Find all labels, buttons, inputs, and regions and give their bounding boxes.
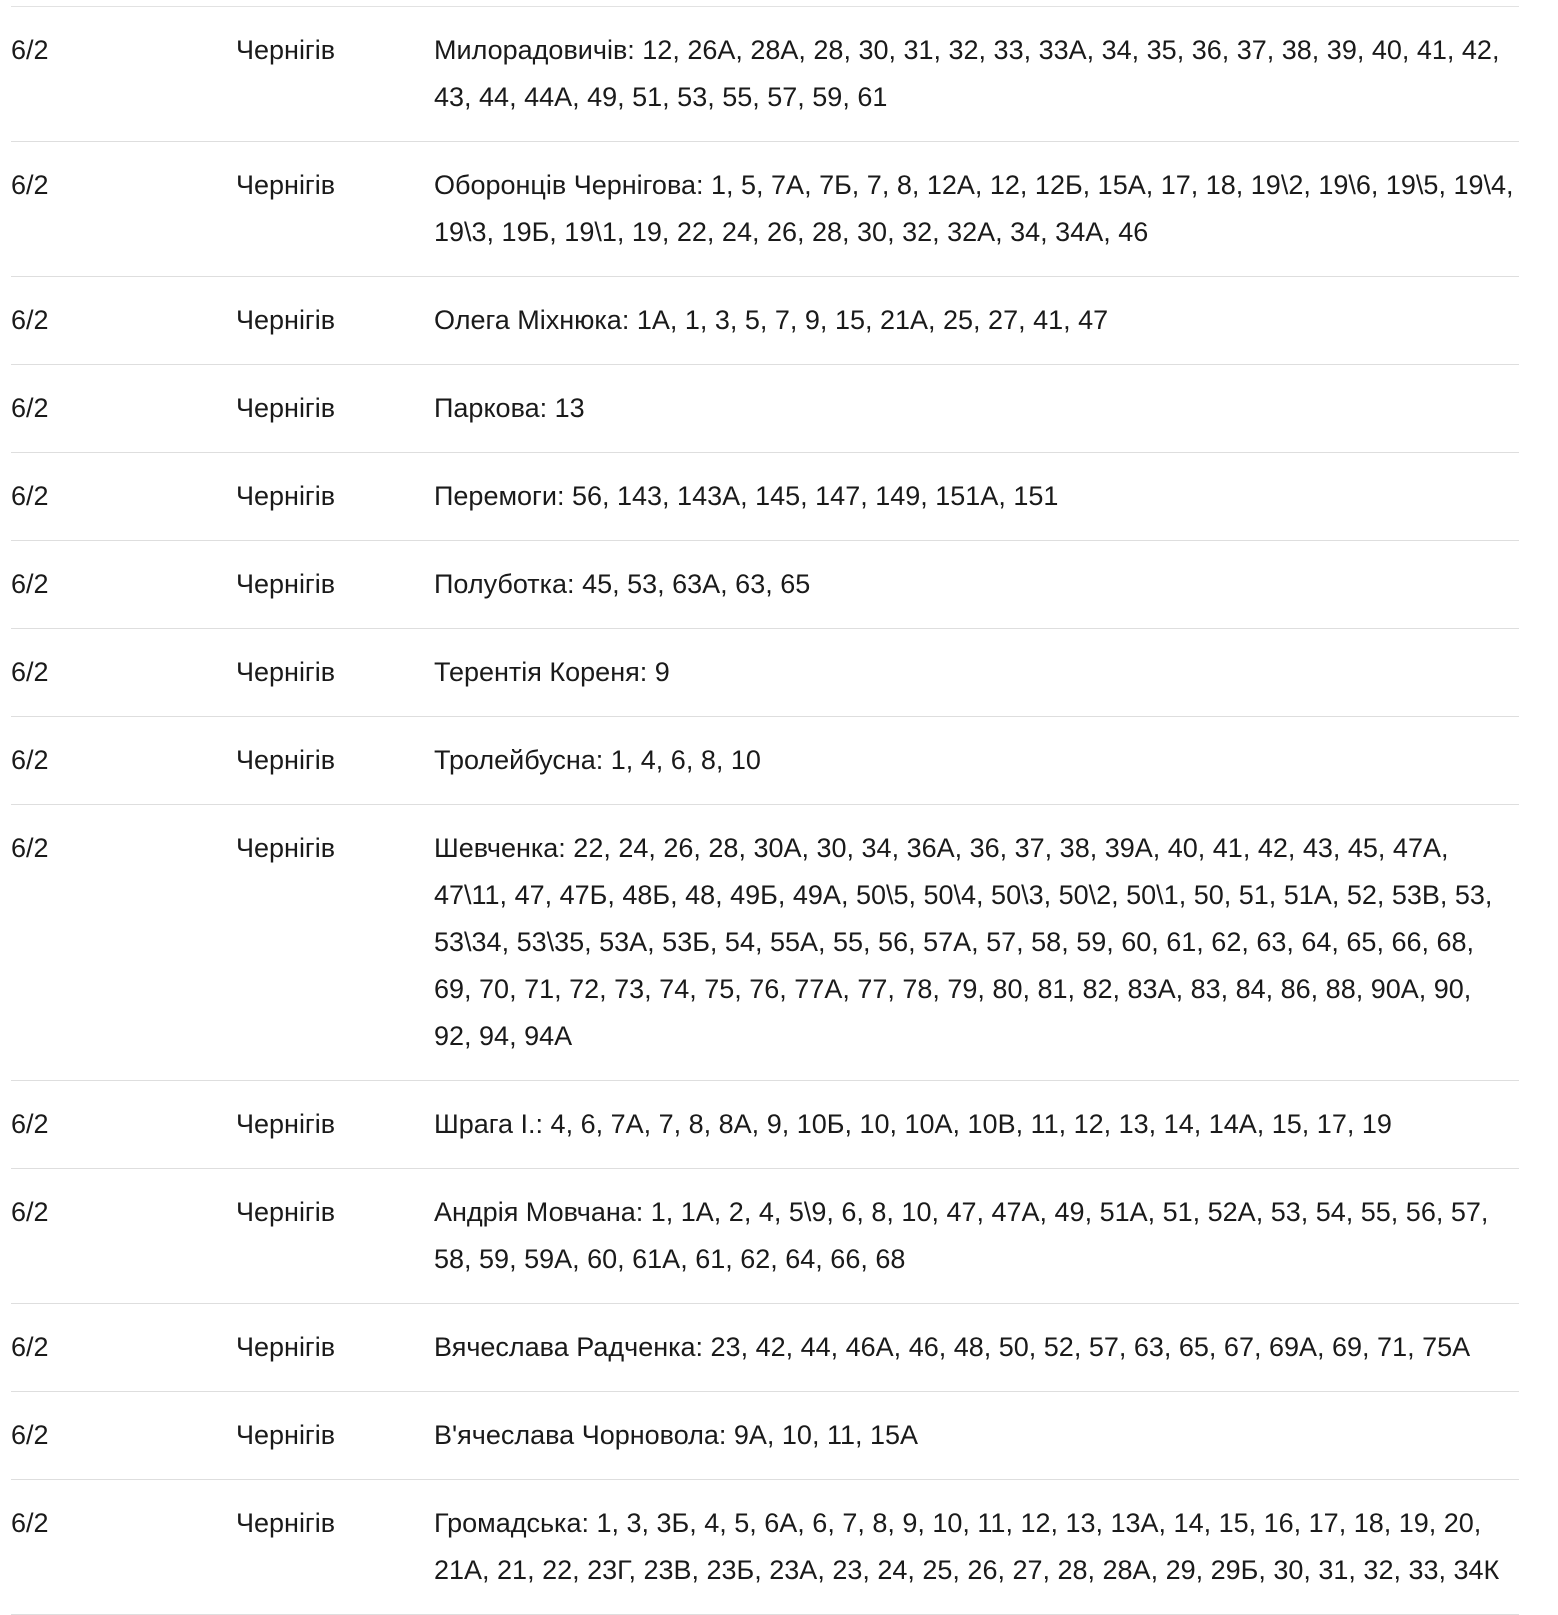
addresses-cell: Тролейбусна: 1, 4, 6, 8, 10 — [434, 745, 761, 775]
addresses-cell: В'ячеслава Чорновола: 9А, 10, 11, 15А — [434, 1420, 919, 1450]
queue-cell: 6/2 — [11, 170, 49, 200]
outage-schedule-table — [11, 6, 1519, 1615]
table-row — [11, 717, 1519, 805]
addresses-cell: Терентія Кореня: 9 — [434, 657, 670, 687]
city-cell: Чернігів — [236, 481, 336, 511]
city-cell: Чернігів — [236, 833, 336, 863]
table-row — [11, 629, 1519, 717]
table-row — [11, 1392, 1519, 1480]
table-row — [11, 541, 1519, 629]
table-row — [11, 7, 1519, 142]
queue-cell: 6/2 — [11, 833, 49, 863]
city-cell: Чернігів — [236, 1109, 336, 1139]
city-cell: Чернігів — [236, 305, 336, 335]
addresses-cell: Громадська: 1, 3, 3Б, 4, 5, 6А, 6, 7, 8, 9, 10, 11, 12, 13, 13А, 14, 15, 16, 17, 18, 19, 20, 21А, 21, 22, 23Г, 23В, 23Б, 23А, 23, 24, 25, 26, 27, 28, 28А, 29, 29Б, 30, 31, 32, 33, 34К — [434, 1508, 1500, 1585]
city-cell: Чернігів — [236, 657, 336, 687]
queue-cell: 6/2 — [11, 657, 49, 687]
city-cell: Чернігів — [236, 569, 336, 599]
city-cell: Чернігів — [236, 170, 336, 200]
queue-cell: 6/2 — [11, 745, 49, 775]
city-cell: Чернігів — [236, 745, 336, 775]
addresses-cell: Шрага І.: 4, 6, 7А, 7, 8, 8А, 9, 10Б, 10, 10А, 10В, 11, 12, 13, 14, 14А, 15, 17, 19 — [434, 1109, 1392, 1139]
table-row — [11, 365, 1519, 453]
addresses-cell: Олега Міхнюка: 1А, 1, 3, 5, 7, 9, 15, 21А, 25, 27, 41, 47 — [434, 305, 1109, 335]
queue-cell: 6/2 — [11, 1420, 49, 1450]
queue-cell: 6/2 — [11, 1332, 49, 1362]
table-row — [11, 142, 1519, 277]
city-cell: Чернігів — [236, 393, 336, 423]
addresses-cell: Полуботка: 45, 53, 63А, 63, 65 — [434, 569, 811, 599]
city-cell: Чернігів — [236, 1420, 336, 1450]
queue-cell: 6/2 — [11, 35, 49, 65]
city-cell: Чернігів — [236, 1332, 336, 1362]
city-cell: Чернігів — [236, 35, 336, 65]
queue-cell: 6/2 — [11, 305, 49, 335]
table-row — [11, 453, 1519, 541]
addresses-cell: Перемоги: 56, 143, 143А, 145, 147, 149, 151А, 151 — [434, 481, 1059, 511]
addresses-cell: Паркова: 13 — [434, 393, 585, 423]
queue-cell: 6/2 — [11, 1508, 49, 1538]
addresses-cell: Андрія Мовчана: 1, 1А, 2, 4, 5\9, 6, 8, 10, 47, 47А, 49, 51А, 51, 52А, 53, 54, 55, 56, 57, 58, 59, 59А, 60, 61А, 61, 62, 64, 66, 68 — [434, 1197, 1489, 1274]
addresses-cell: Оборонців Чернігова: 1, 5, 7А, 7Б, 7, 8, 12А, 12, 12Б, 15А, 17, 18, 19\2, 19\6, 19\5, 19\4, 19\3, 19Б, 19\1, 19, 22, 24, 26, 28, 30, 32, 32А, 34, 34А, 46 — [434, 170, 1514, 247]
table-row — [11, 1169, 1519, 1304]
table-row — [11, 805, 1519, 1081]
table-row — [11, 1081, 1519, 1169]
addresses-cell: Шевченка: 22, 24, 26, 28, 30А, 30, 34, 36А, 36, 37, 38, 39А, 40, 41, 42, 43, 45, 47А, 47\11, 47, 47Б, 48Б, 48, 49Б, 49А, 50\5, 50\4, 50\3, 50\2, 50\1, 50, 51, 51А, 52, 53В, 53, 53\34, 53\35, 53А, 53Б, 54, 55А, 55, 56, 57А, 57, 58, 59, 60, 61, 62, 63, 64, 65, 66, 68, 69, 70, 71, 72, 73, 74, 75, 76, 77А, 77, 78, 79, 80, 81, 82, 83А, 83, 84, 86, 88, 90А, 90, 92, 94, 94А — [434, 833, 1493, 1051]
table-row — [11, 1304, 1519, 1392]
addresses-cell: Вячеслава Радченка: 23, 42, 44, 46А, 46, 48, 50, 52, 57, 63, 65, 67, 69А, 69, 71, 75А — [434, 1332, 1471, 1362]
queue-cell: 6/2 — [11, 1109, 49, 1139]
table-row — [11, 1480, 1519, 1615]
table-row — [11, 277, 1519, 365]
city-cell: Чернігів — [236, 1197, 336, 1227]
queue-cell: 6/2 — [11, 481, 49, 511]
queue-cell: 6/2 — [11, 1197, 49, 1227]
queue-cell: 6/2 — [11, 569, 49, 599]
addresses-cell: Милорадовичів: 12, 26А, 28А, 28, 30, 31, 32, 33, 33А, 34, 35, 36, 37, 38, 39, 40, 41, 42, 43, 44, 44А, 49, 51, 53, 55, 57, 59, 61 — [434, 35, 1500, 112]
queue-cell: 6/2 — [11, 393, 49, 423]
city-cell: Чернігів — [236, 1508, 336, 1538]
